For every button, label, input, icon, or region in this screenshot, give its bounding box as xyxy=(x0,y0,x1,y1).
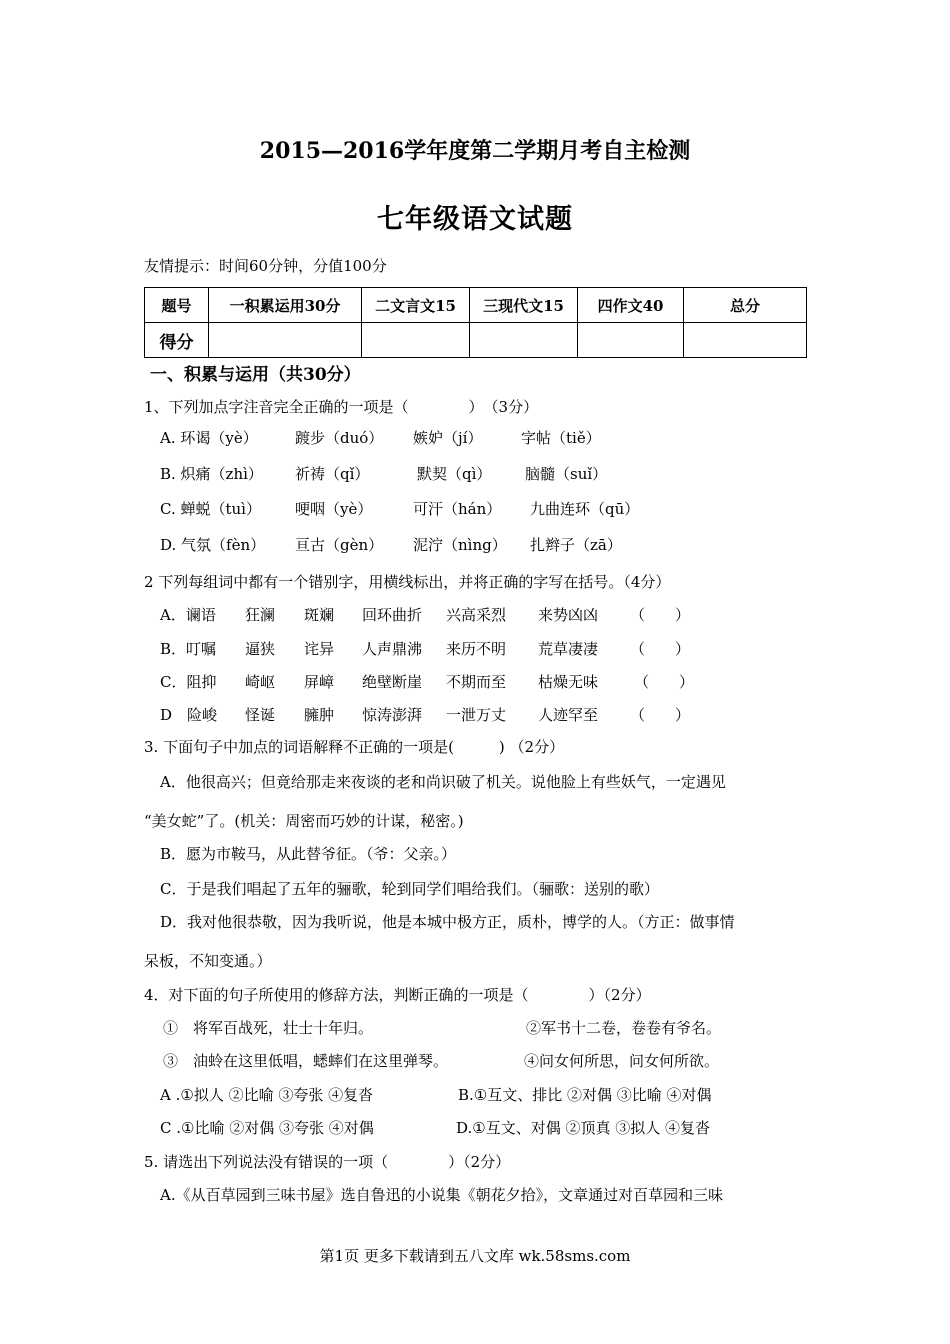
q3-option-a-line2: “美女蛇”了。(机关：周密而巧妙的计谋，秘密。) xyxy=(144,812,464,830)
q2-row-a-word: A．谰语 xyxy=(160,606,216,624)
score-cell xyxy=(209,323,362,358)
q2-row-c-word: 屏嶂 xyxy=(304,673,335,691)
q3-option-c: C．于是我们唱起了五年的骊歌，轮到同学们唱给我们。（骊歌：送别的歌） xyxy=(160,880,659,898)
q1-option-b-item: 脑髓（suǐ） xyxy=(525,465,608,483)
q1-option-d-item: D. 气氛（fèn） xyxy=(160,536,266,554)
score-row-label: 得分 xyxy=(145,323,209,358)
score-cell xyxy=(684,323,807,358)
q4-sentence-4: ④问女何所思，问女何所欲。 xyxy=(524,1052,720,1070)
q1-option-d-item: 扎辫子（zā） xyxy=(530,536,622,554)
q2-row-d-word: 怪诞 xyxy=(245,706,276,724)
q1-option-a-item: 字帖（tiě） xyxy=(521,429,601,447)
q4-sentence-3: ③ 油蛉在这里低唱，蟋蟀们在这里弹琴。 xyxy=(163,1052,449,1070)
q2-row-a-word: 回环曲折 xyxy=(362,606,423,624)
q2-row-d-word: D 险峻 xyxy=(160,706,218,724)
q2-row-c-word: C．阻抑 xyxy=(160,673,217,691)
score-header-cell: 四作文40 xyxy=(578,288,684,323)
score-header-cell: 题号 xyxy=(145,288,209,323)
q3-option-d-line1: D．我对他很恭敬，因为我听说，他是本城中极方正，质朴，博学的人。（方正：做事情 xyxy=(160,913,735,931)
page-footer: 第1页 更多下载请到五八文库 wk.58sms.com xyxy=(319,1247,631,1265)
q2-row-b-word: 诧异 xyxy=(304,640,335,658)
score-header-cell: 总分 xyxy=(684,288,807,323)
q1-option-a-item: A. 环谒（yè） xyxy=(160,429,258,447)
q1-option-a-item: 嫉妒（jí） xyxy=(413,429,483,447)
score-cell xyxy=(470,323,578,358)
q4-stem: 4．对下面的句子所使用的修辞方法，判断正确的一项是（ ）（2分） xyxy=(144,986,651,1004)
score-table-header-row xyxy=(145,288,807,323)
q1-option-d-item: 亘古（gèn） xyxy=(295,536,384,554)
q1-option-c-item: 哽咽（yè） xyxy=(295,500,373,518)
q4-sentence-1: ① 将军百战死，壮士十年归。 xyxy=(163,1019,374,1037)
q2-row-a-blank: （ ） xyxy=(630,606,691,624)
score-header-cell: 一积累运用30分 xyxy=(209,288,362,323)
q2-row-d-word: 惊涛澎湃 xyxy=(362,706,423,724)
q1-option-c-item: 九曲连环（qū） xyxy=(530,500,640,518)
score-table-score-row xyxy=(145,323,807,358)
score-cell xyxy=(578,323,684,358)
q1-option-a-item: 踱步（duó） xyxy=(295,429,384,447)
q3-option-d-line2: 呆板，不知变通。） xyxy=(144,952,272,970)
q4-option-c: C .①比喻 ②对偶 ③夸张 ④对偶 xyxy=(160,1119,374,1137)
tip-text: 友情提示：时间60分钟，分值100分 xyxy=(144,257,387,275)
q2-row-c-word: 崎岖 xyxy=(245,673,276,691)
q2-row-a-word: 来势凶凶 xyxy=(538,606,599,624)
exam-title: 2015—2016学年度第二学期月考自主检测 xyxy=(259,138,691,164)
q5-option-a-line1: A.《从百草园到三味书屋》选自鲁迅的小说集《朝花夕拾》，文章通过对百草园和三味 xyxy=(160,1186,724,1204)
q2-row-b-word: 人声鼎沸 xyxy=(362,640,423,658)
q2-row-b-word: 逼狭 xyxy=(245,640,276,658)
q5-stem: 5. 请选出下列说法没有错误的一项（ ）（2分） xyxy=(144,1153,511,1171)
q2-row-c-word: 枯燥无味 xyxy=(538,673,599,691)
q4-option-a: A .①拟人 ②比喻 ③夸张 ④复沓 xyxy=(160,1086,374,1104)
q2-row-b-word: B．叮嘱 xyxy=(160,640,217,658)
q3-option-b: B．愿为市鞍马，从此替爷征。（爷：父亲。） xyxy=(160,845,457,863)
q3-stem: 3. 下面句子中加点的词语解释不正确的一项是( ) （2分） xyxy=(144,738,565,756)
section-1-title: 一、积累与运用（共30分） xyxy=(150,365,361,385)
q2-row-c-word: 不期而至 xyxy=(446,673,507,691)
q2-row-a-word: 狂澜 xyxy=(245,606,276,624)
q2-row-d-word: 人迹罕至 xyxy=(538,706,599,724)
score-header-cell: 三现代文15 xyxy=(470,288,578,323)
exam-subtitle: 七年级语文试题 xyxy=(377,204,573,235)
q2-row-b-blank: （ ） xyxy=(630,640,691,658)
q1-option-d-item: 泥泞（nìng） xyxy=(413,536,507,554)
q2-row-d-blank: （ ） xyxy=(630,706,691,724)
q2-row-b-word: 荒草凄凄 xyxy=(538,640,599,658)
q1-option-c-item: 可汗（hán） xyxy=(413,500,502,518)
q2-row-c-blank: （ ） xyxy=(634,673,695,691)
score-header-cell: 二文言文15 xyxy=(362,288,470,323)
q3-option-a-line1: A．他很高兴；但竟给那走来夜谈的老和尚识破了机关。说他脸上有些妖气，一定遇见 xyxy=(160,773,726,791)
q1-option-b-item: B. 炽痛（zhì） xyxy=(160,465,263,483)
q1-stem: 1、下列加点字注音完全正确的一项是（ ） （3分） xyxy=(144,398,539,416)
q4-option-b: B.①互文、排比 ②对偶 ③比喻 ④对偶 xyxy=(458,1086,712,1104)
q1-option-b-item: 默契（qì） xyxy=(417,465,492,483)
q4-option-d: D.①互文、对偶 ②顶真 ③拟人 ④复沓 xyxy=(456,1119,711,1137)
q2-row-a-word: 斑斓 xyxy=(304,606,335,624)
q2-stem: 2 下列每组词中都有一个错别字，用横线标出，并将正确的字写在括号。（4分） xyxy=(144,573,671,591)
q2-row-d-word: 一泄万丈 xyxy=(446,706,507,724)
q1-option-c-item: C. 蝉蜕（tuì） xyxy=(160,500,261,518)
q1-option-b-item: 祈祷（qǐ） xyxy=(295,465,370,483)
q4-sentence-2: ②军书十二卷，卷卷有爷名。 xyxy=(526,1019,722,1037)
q2-row-d-word: 臃肿 xyxy=(304,706,335,724)
q2-row-c-word: 绝壁断崖 xyxy=(362,673,423,691)
q2-row-b-word: 来历不明 xyxy=(446,640,507,658)
score-table xyxy=(144,287,807,358)
score-cell xyxy=(362,323,470,358)
q2-row-a-word: 兴高采烈 xyxy=(446,606,507,624)
